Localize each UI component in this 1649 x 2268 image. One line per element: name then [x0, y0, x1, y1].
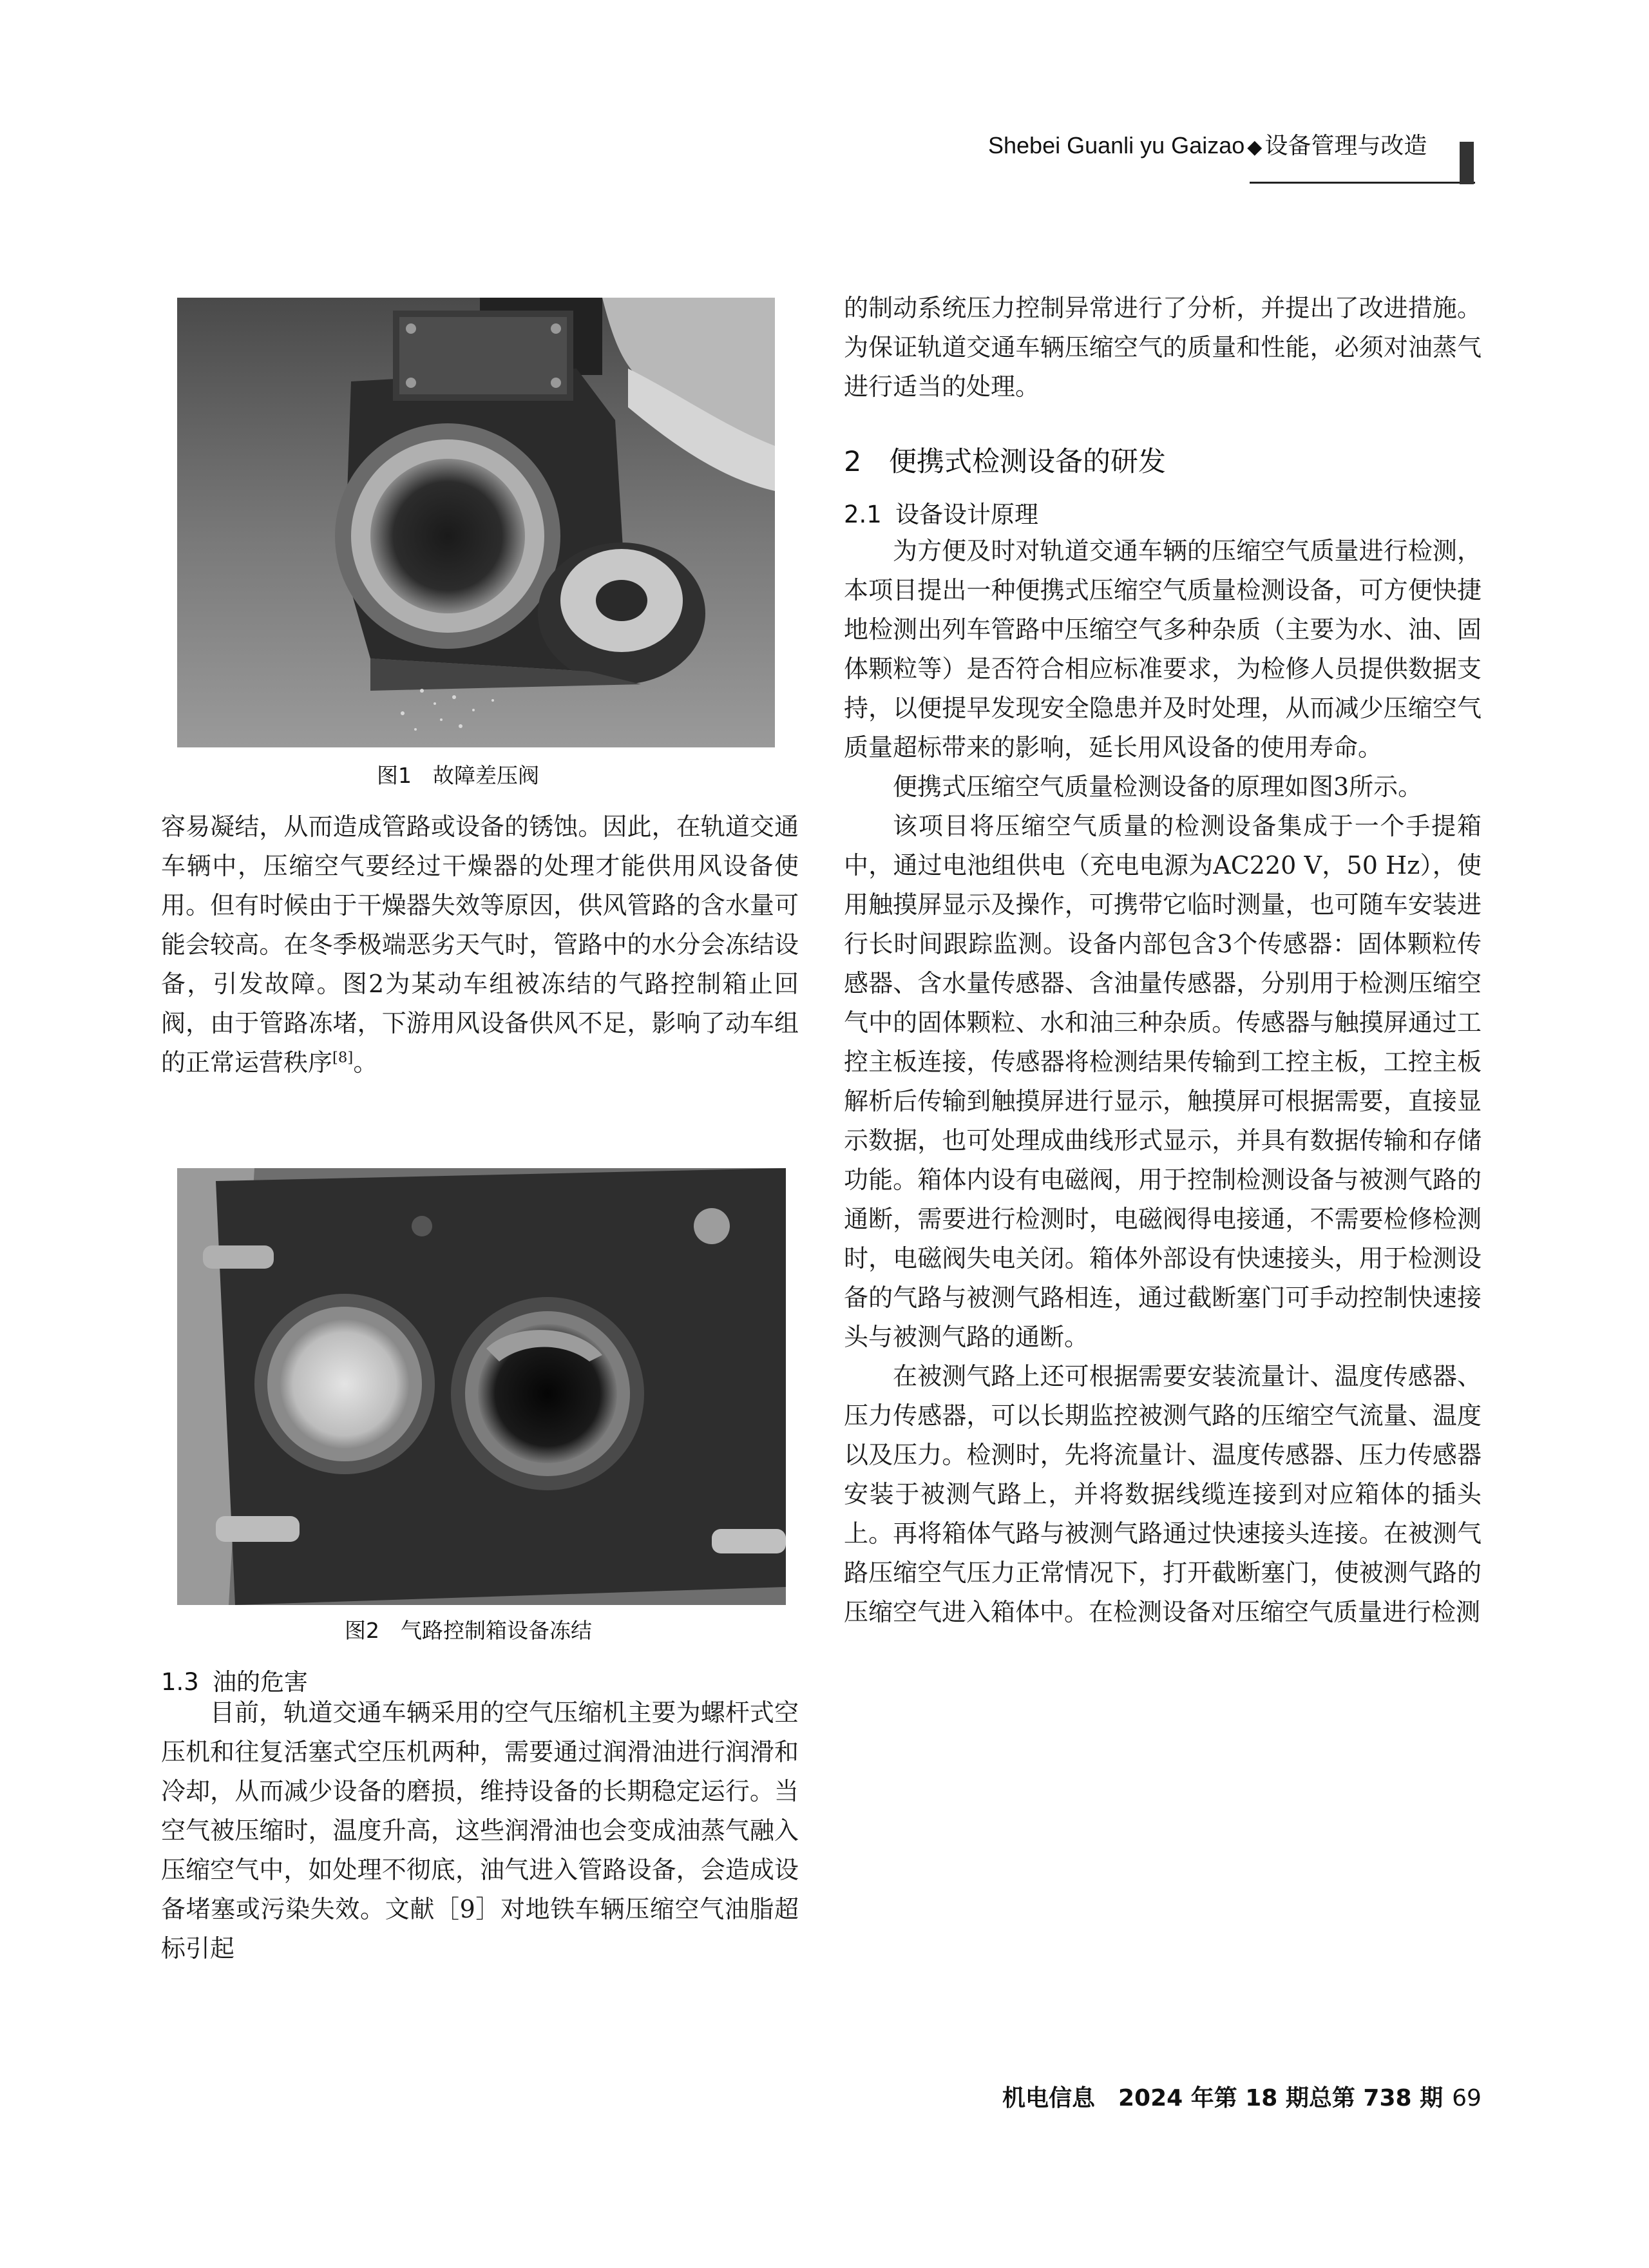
- citation-ref: [8]: [332, 1049, 354, 1066]
- valve-photo: [177, 298, 775, 747]
- figure-1-caption: 图1 故障差压阀: [377, 763, 539, 788]
- paragraph-end: 。: [353, 1048, 378, 1077]
- section-title: 便携式检测设备的研发: [889, 446, 1166, 478]
- page-number: 69: [1452, 2085, 1482, 2111]
- figure-2-caption: 图2 气路控制箱设备冻结: [345, 1618, 592, 1643]
- right-column-top-paragraph: [844, 289, 1482, 407]
- right-column-body: [844, 532, 1482, 1632]
- diamond-icon: ◆: [1247, 137, 1263, 158]
- paragraph-oil-continued: 的制动系统压力控制异常进行了分析，并提出了改进措施。为保证轨道交通车辆压缩空气的质量和性能，必须对油蒸气进行适当的处理。: [844, 294, 1482, 401]
- header-title: 设备管理与改造: [1264, 132, 1427, 159]
- journal-issue: 机电信息 2024 年第 18 期总第 738 期: [1002, 2085, 1444, 2111]
- section-heading-1-3: [161, 1662, 308, 1697]
- figure-1-photo: [177, 298, 775, 747]
- left-column-oil-paragraph: [161, 1693, 799, 1968]
- frozen-box-photo: [177, 1168, 786, 1605]
- left-column-paragraph: [161, 807, 799, 1082]
- header-pinyin: Shebei Guanli yu Gaizao: [988, 132, 1245, 159]
- section-number: 1.3: [161, 1668, 199, 1696]
- section-title: 设备设计原理: [895, 501, 1038, 528]
- header-block: [1460, 142, 1474, 184]
- section-number: 2: [844, 446, 862, 478]
- section-heading-2: [844, 440, 1166, 479]
- paragraph-oil-hazard: 目前，轨道交通车辆采用的空气压缩机主要为螺杆式空压机和往复活塞式空压机两种，需要通过润滑油进行润滑和冷却，从而减少设备的磨损，维持设备的长期稳定运行。当空气被压缩时，温度升高，这些润滑油也会变成油蒸气融入压缩空气中，如处理不彻底，油气进入管路设备，会造成设备堵塞或污染失效。文献［9］对地铁车辆压缩空气油脂超标引起: [161, 1698, 799, 1963]
- section-number: 2.1: [844, 501, 882, 528]
- running-header: [988, 128, 1427, 160]
- section-title: 油的危害: [213, 1668, 308, 1696]
- paragraph-principle-ref: 便携式压缩空气质量检测设备的原理如图3所示。: [893, 773, 1423, 801]
- header-rule: [1250, 182, 1475, 184]
- paragraph-device-description: 该项目将压缩空气质量的检测设备集成于一个手提箱中，通过电池组供电（充电电源为AC220 V，50 Hz），使用触摸屏显示及操作，可携带它临时测量，也可随车安装进行长时间跟踪监测。设备内部包含3个传感器：固体颗粒传感器、含水量传感器、含油量传感器，分别用于检测压缩空气中的固体颗粒、水和油三种杂质。传感器与触摸屏通过工控主板连接，传感器将检测结果传输到工控主板，工控主板解析后传输到触摸屏进行显示，触摸屏可根据需要，直接显示数据，也可处理成曲线形式显示，并具有数据传输和存储功能。箱体内设有电磁阀，用于控制检测设备与被测气路的通断，需要进行检测时，电磁阀得电接通，不需要检修检测时，电磁阀失电关闭。箱体外部设有快速接头，用于检测设备的气路与被测气路相连，通过截断塞门可手动控制快速接头与被测气路的通断。: [844, 812, 1482, 1351]
- paragraph-monitoring: 在被测气路上还可根据需要安装流量计、温度传感器、压力传感器，可以长期监控被测气路的压缩空气流量、温度以及压力。检测时，先将流量计、温度传感器、压力传感器安装于被测气路上，并将数据线缆连接到对应箱体的插头上。再将箱体气路与被测气路通过快速接头连接。在被测气路压缩空气压力正常情况下，打开截断塞门，使被测气路的压缩空气进入箱体中。在检测设备对压缩空气质量进行检测: [844, 1362, 1482, 1626]
- paragraph-continued: 容易凝结，从而造成管路或设备的锈蚀。因此，在轨道交通车辆中，压缩空气要经过干燥器的处理才能供用风设备使用。但有时候由于干燥器失效等原因，供风管路的含水量可能会较高。在冬季极端恶劣天气时，管路中的水分会冻结设备，引发故障。图2为某动车组被冻结的气路控制箱止回阀，由于管路冻堵，下游用风设备供风不足，影响了动车组的正常运营秩序: [161, 812, 799, 1077]
- section-heading-2-1: [844, 495, 1038, 530]
- figure-2-photo: [177, 1168, 786, 1605]
- page-footer: [1002, 2080, 1482, 2113]
- paragraph-design-purpose: 为方便及时对轨道交通车辆的压缩空气质量进行检测，本项目提出一种便携式压缩空气质量检测设备，可方便快捷地检测出列车管路中压缩空气多种杂质（主要为水、油、固体颗粒等）是否符合相应标准要求，为检修人员提供数据支持，以便提早发现安全隐患并及时处理，从而减少压缩空气质量超标带来的影响，延长用风设备的使用寿命。: [844, 537, 1482, 762]
